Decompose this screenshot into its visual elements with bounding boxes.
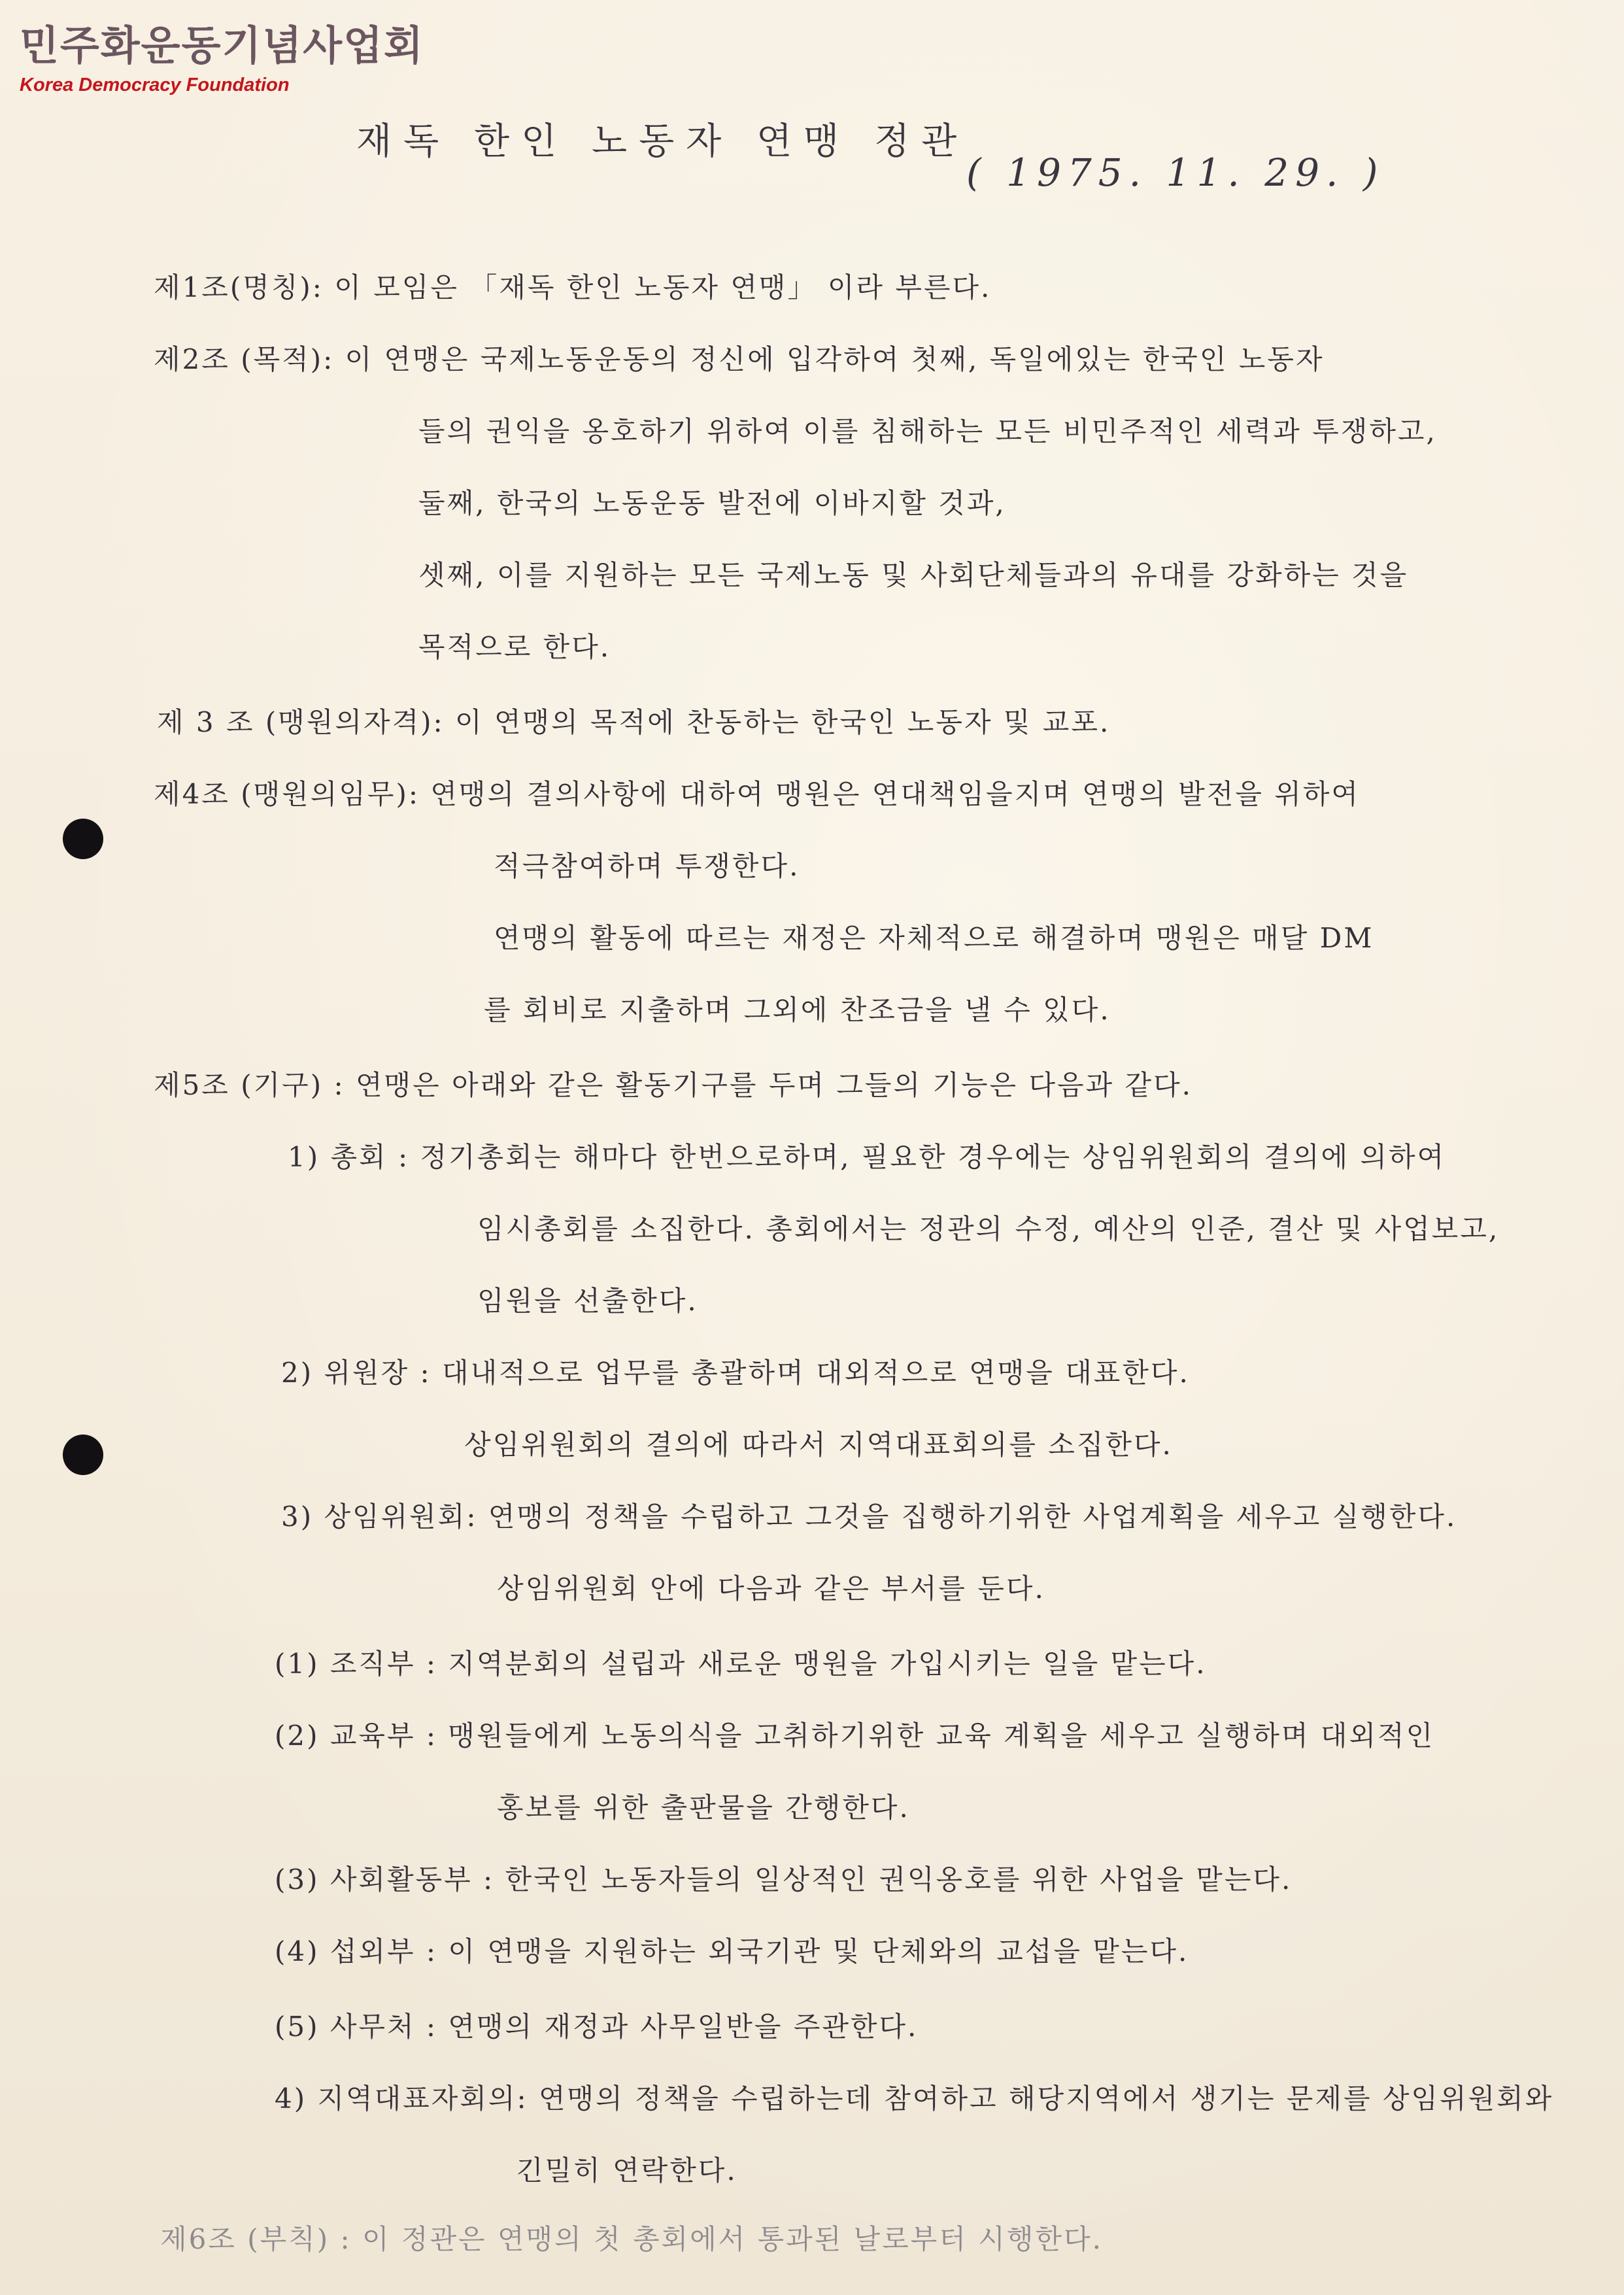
article-5-item-line: 상임위원회 안에 다음과 같은 부서를 둔다. bbox=[497, 1572, 1045, 1605]
punch-hole bbox=[63, 819, 103, 859]
article-2-line: 둘째, 한국의 노동운동 발전에 이바지할 것과, bbox=[418, 487, 1006, 519]
article-5-item-line: 4) 지역대표자회의: 연맹의 정책을 수립하는데 참여하고 해당지역에서 생기는 문제를 상임위원회와 bbox=[275, 2082, 1554, 2115]
department-line: (5) 사무처 : 연맹의 재정과 사무일반을 주관한다. bbox=[275, 2011, 919, 2043]
document-title: 재독 한인 노동자 연맹 정관 bbox=[356, 120, 969, 163]
article-4-line: 를 회비로 지출하며 그외에 찬조금을 낼 수 있다. bbox=[484, 994, 1111, 1026]
article-3-line: 제 3 조 (맹원의자격): 이 연맹의 목적에 찬동하는 한국인 노동자 및 교포. bbox=[157, 706, 1111, 738]
logo-korean-text: 민주화운동기념사업회 bbox=[20, 22, 424, 69]
article-2-line: 셋째, 이를 지원하는 모든 국제노동 및 사회단체들과의 유대를 강화하는 것을 bbox=[418, 559, 1409, 591]
article-2-line: 목적으로 한다. bbox=[418, 631, 611, 663]
article-2-line: 들의 권익을 옹호하기 위하여 이를 침해하는 모든 비민주적인 세력과 투쟁하고, bbox=[418, 415, 1437, 447]
article-5-line: 제5조 (기구) : 연맹은 아래와 같은 활동기구를 두며 그들의 기능은 다음과 같다. bbox=[154, 1069, 1193, 1101]
article-5-item-line: 임시총회를 소집한다. 총회에서는 정관의 수정, 예산의 인준, 결산 및 사업보고, bbox=[477, 1213, 1500, 1245]
article-4-line: 연맹의 활동에 따르는 재정은 자체적으로 해결하며 맹원은 매달 DM bbox=[494, 922, 1374, 954]
department-line: (2) 교육부 : 맹원들에게 노동의식을 고취하기위한 교육 계획을 세우고 실행하며 대외적인 bbox=[275, 1720, 1435, 1752]
article-1-line: 제1조(명칭): 이 모임은 「재독 한인 노동자 연맹」 이라 부른다. bbox=[154, 271, 992, 303]
article-5-item-line: 임원을 선출한다. bbox=[477, 1285, 698, 1317]
article-5-item-line: 1) 총회 : 정기총회는 해마다 한번으로하며, 필요한 경우에는 상임위원회의 결의에 의하여 bbox=[288, 1141, 1446, 1173]
department-line: (4) 섭외부 : 이 연맹을 지원하는 외국기관 및 단체와의 교섭을 맡는다. bbox=[275, 1935, 1189, 1967]
article-2-line: 제2조 (목적): 이 연맹은 국제노동운동의 정신에 입각하여 첫째, 독일에있는 한국인 노동자 bbox=[154, 343, 1325, 375]
article-5-item-line: 3) 상임위원회: 연맹의 정책을 수립하고 그것을 집행하기위한 사업계획을 세우고 실행한다. bbox=[281, 1501, 1457, 1533]
punch-hole bbox=[63, 1435, 103, 1475]
article-4-line: 제4조 (맹원의임무): 연맹의 결의사항에 대하여 맹원은 연대책임을지며 연맹의 발전을 위하여 bbox=[154, 778, 1360, 810]
department-line: 홍보를 위한 출판물을 간행한다. bbox=[497, 1792, 910, 1824]
article-5-item-line: 긴밀히 연락한다. bbox=[516, 2154, 737, 2186]
article-6-line: 제6조 (부칙) : 이 정관은 연맹의 첫 총회에서 통과된 날로부터 시행한다. bbox=[160, 2223, 1103, 2255]
article-5-item-line: 2) 위원장 : 대내적으로 업무를 총괄하며 대외적으로 연맹을 대표한다. bbox=[281, 1357, 1190, 1389]
department-line: (3) 사회활동부 : 한국인 노동자들의 일상적인 권익옹호를 위한 사업을 맡는다. bbox=[275, 1863, 1293, 1896]
article-4-line: 적극참여하며 투쟁한다. bbox=[494, 850, 800, 882]
logo-english-text: Korea Democracy Foundation bbox=[20, 75, 290, 95]
document-date: ( 1975. 11. 29. ) bbox=[966, 150, 1385, 195]
article-5-item-line: 상임위원회의 결의에 따라서 지역대표회의를 소집한다. bbox=[464, 1429, 1173, 1461]
department-line: (1) 조직부 : 지역분회의 설립과 새로운 맹원을 가입시키는 일을 맡는다. bbox=[275, 1648, 1207, 1680]
foundation-logo bbox=[20, 20, 424, 97]
